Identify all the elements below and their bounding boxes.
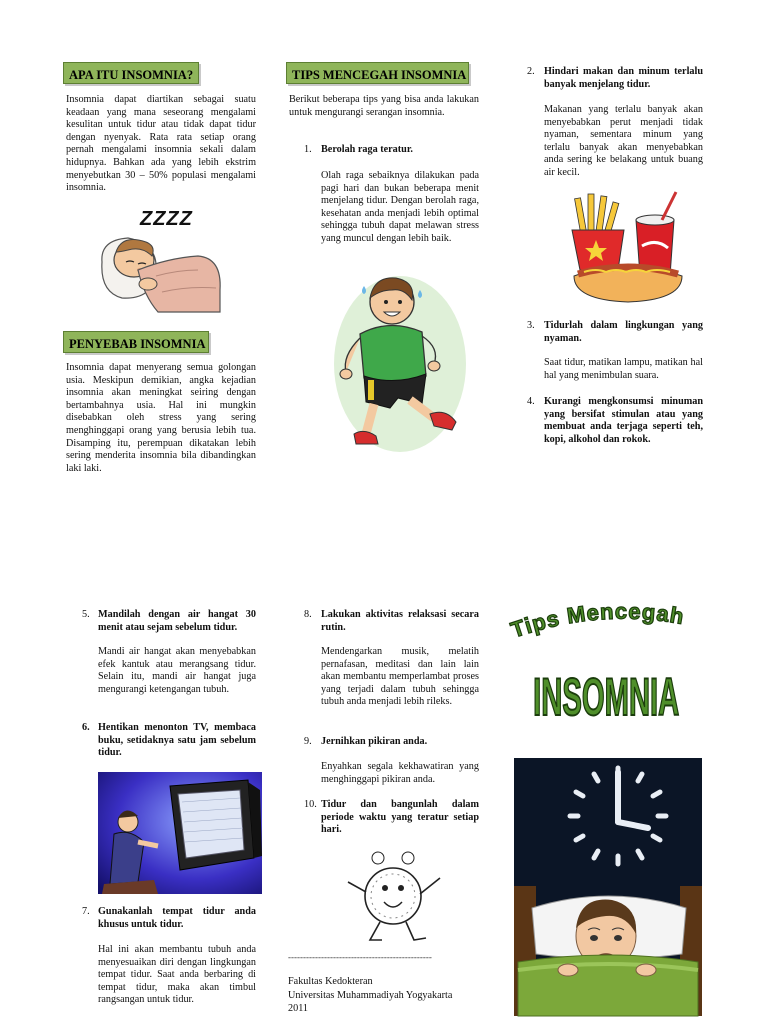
tip-5 bbox=[82, 609, 256, 637]
tip-6-title: Hentikan menonton TV, membaca buku, setidaknya satu jam sebelum tidur. bbox=[98, 722, 256, 759]
tip-1-title: Berolah raga teratur. bbox=[321, 144, 413, 155]
tip-9 bbox=[304, 736, 479, 750]
tip-3-title: Tidurlah dalam lingkungan yang nyaman. bbox=[544, 320, 703, 344]
heading-apa-itu-insomnia: APA ITU INSOMNIA? bbox=[63, 62, 199, 84]
zzz-text: ZZZZ bbox=[140, 208, 193, 230]
fast-food-illustration bbox=[566, 190, 688, 308]
tip-3 bbox=[527, 320, 703, 348]
cover-title-tips-mencegah bbox=[508, 600, 714, 646]
tip-7-title: Gunakanlah tempat tidur anda khusus untuk tidur. bbox=[98, 906, 256, 930]
tip-1 bbox=[304, 144, 479, 158]
tip-8 bbox=[304, 609, 479, 637]
tip-9-body: Enyahkan segala kekhawatiran yang menghinggapi pikiran anda. bbox=[321, 761, 479, 785]
paragraph-apa-itu-insomnia: Insomnia dapat diartikan sebagai suatu keadaan yang mana seseorang mengalami kesulitan untuk tidur atau tidak dapat tidur dengan nyenyak. Rata rata setiap orang pernah mengalami insomnia sekali dalam hidupnya. Bahkan ada yang lebih ekstrim menyebutkan 30 – 50% populasi mengalami insomnia. bbox=[66, 94, 256, 194]
tip-5-number: 5. bbox=[82, 609, 90, 620]
cover-sleepless-person-illustration bbox=[514, 758, 702, 1016]
tip-8-body: Mendengarkan musik, melatih pernafasan, meditasi dan lain lain akan membantu memperlambat proses yang terjadi dalam tubuh sehingga tubuh anda menjadi lebih rileks. bbox=[321, 646, 479, 708]
tip-5-body: Mandi air hangat akan menyebabkan efek kantuk atau merangsang tidur. Selain itu, mandi air hangat juga mengurangi ketengangan tubuh. bbox=[98, 646, 256, 695]
tip-6-number: 6. bbox=[82, 722, 90, 733]
paragraph-penyebab-insomnia: Insomnia dapat menyerang semua golongan usia. Meskipun demikian, angka kejadian insomnia akan meningkat seiring dengan bertambahnya usia. Hal ini mungkin disebabkan oleh stress yang sering menghinggapi orang yang berusia lebih tua. Disamping itu, perempuan dikatakan lebih sering menderita insomnia bila dibandingkan laki laki. bbox=[66, 362, 256, 474]
tip-10 bbox=[304, 799, 479, 839]
tip-1-number: 1. bbox=[304, 144, 312, 155]
tip-8-title: Lakukan aktivitas relaksasi secara rutin. bbox=[321, 609, 479, 633]
tip-5-title: Mandilah dengan air hangat 30 menit atau sejam sebelum tidur. bbox=[98, 609, 256, 633]
tip-7 bbox=[82, 906, 256, 934]
tip-6 bbox=[82, 722, 256, 762]
tip-8-number: 8. bbox=[304, 609, 312, 620]
alarm-clock-illustration bbox=[344, 848, 444, 944]
tip-10-number: 10. bbox=[304, 799, 317, 810]
paragraph-tips-intro: Berikut beberapa tips yang bisa anda lakukan untuk mengurangi serangan insomnia. bbox=[289, 94, 479, 118]
footer-university: Universitas Muhammadiyah Yogyakarta bbox=[288, 990, 453, 1001]
tip-3-body: Saat tidur, matikan lampu, matikan hal hal yang menimbulan suara. bbox=[544, 357, 703, 381]
running-boy-illustration bbox=[330, 268, 466, 458]
tip-2-title: Hindari makan dan minum terlalu banyak menjelang tidur. bbox=[544, 66, 703, 90]
heading-tips-mencegah-insomnia: TIPS MENCEGAH INSOMNIA bbox=[286, 62, 469, 84]
cover-title-insomnia bbox=[533, 650, 680, 746]
tip-2-body: Makanan yang terlalu banyak akan menyebabkan perut menjadi tidak nyaman, sementara minum yang terlalu banyak akan menyebabkan anda sering ke belakang untuk buang air kecil. bbox=[544, 104, 703, 178]
sleeping-person-illustration bbox=[98, 200, 224, 322]
tip-7-number: 7. bbox=[82, 906, 90, 917]
cover-title-top-text: Tips Mencegah bbox=[508, 600, 687, 643]
footer-faculty: Fakultas Kedokteran bbox=[288, 976, 373, 987]
heading-penyebab-insomnia: PENYEBAB INSOMNIA bbox=[63, 331, 209, 353]
tip-4 bbox=[527, 396, 703, 460]
tip-4-title: Kurangi mengkonsumsi minuman yang bersifat stimulan atau yang membuat anda terjaga seperti teh, kopi, alkohol dan rokok. bbox=[544, 396, 703, 445]
tip-2 bbox=[527, 66, 703, 94]
tip-7-body: Hal ini akan membantu tubuh anda menyesuaikan diri dengan lingkungan tempat tidur. Saat anda berbaring di tempat tidur, maka akan timbul rangsangan untuk tidur. bbox=[98, 944, 256, 1006]
tip-1-body: Olah raga sebaiknya dilakukan pada pagi hari dan bukan beberapa menit menjelang tidur. Dengan berolah raga, kesehatan anda menjadi lebih optimal sehingga tubuh dapat melawan stress yang muncul dengan lebih baik. bbox=[321, 170, 479, 244]
footer-year: 2011 bbox=[288, 1003, 308, 1014]
tip-10-title: Tidur dan bangunlah dalam periode waktu yang teratur setiap hari. bbox=[321, 799, 479, 836]
tip-4-number: 4. bbox=[527, 396, 535, 407]
cover-title-main-text: INSOMNIA bbox=[533, 668, 680, 728]
tip-9-number: 9. bbox=[304, 736, 312, 747]
svg-text:Tips Mencegah bbox=[508, 600, 686, 643]
tip-3-number: 3. bbox=[527, 320, 535, 331]
tip-9-title: Jernihkan pikiran anda. bbox=[321, 736, 428, 747]
watching-tv-illustration bbox=[98, 772, 262, 894]
tip-2-number: 2. bbox=[527, 66, 535, 77]
footer-divider: ------------------------------------------------ bbox=[288, 952, 432, 962]
